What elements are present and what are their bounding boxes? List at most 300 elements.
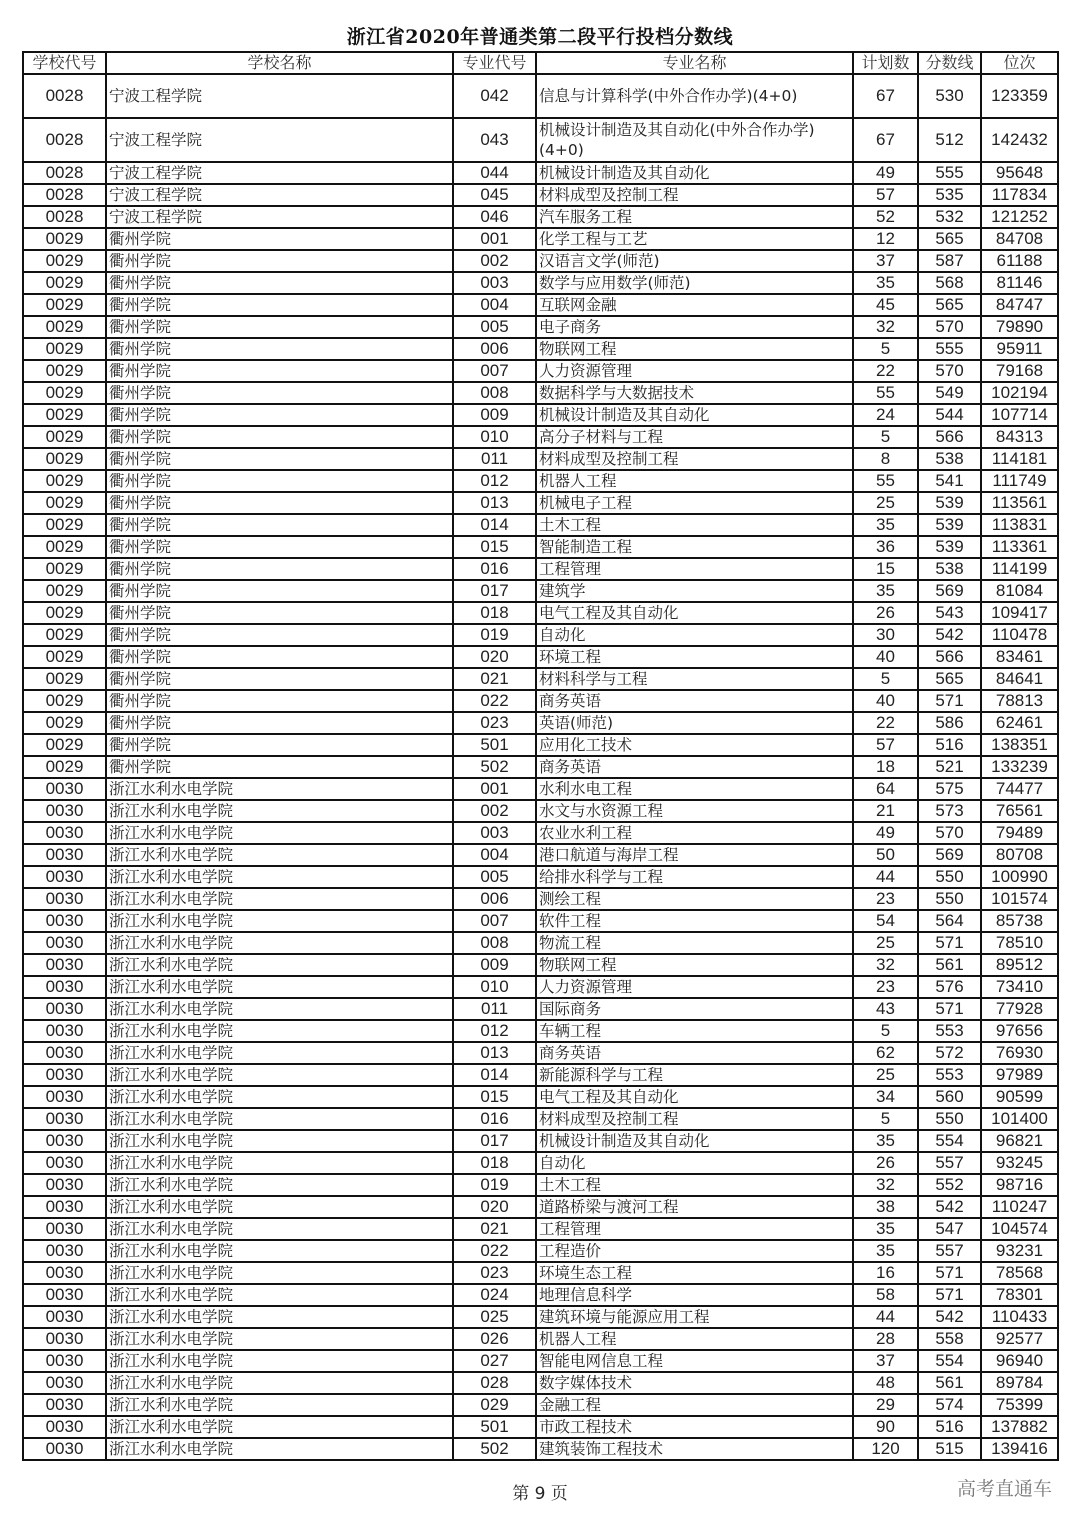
cell-school-name: 浙江水利水电学院: [106, 1020, 453, 1042]
cell-school-name: 衢州学院: [106, 470, 453, 492]
table-row: [23, 448, 1058, 470]
cell-rank: 121252: [981, 206, 1058, 228]
cell-major-code: 011: [453, 448, 536, 470]
cell-major-name: 工程管理: [536, 1218, 853, 1240]
cell-score-line: 539: [918, 514, 981, 536]
cell-plan-count: 30: [853, 624, 918, 646]
cell-school-code: 0029: [23, 558, 106, 580]
cell-score-line: 568: [918, 272, 981, 294]
cell-school-code: 0030: [23, 932, 106, 954]
cell-major-name: 金融工程: [536, 1394, 853, 1416]
header-rank: 位次: [981, 52, 1058, 74]
cell-rank: 110247: [981, 1196, 1058, 1218]
cell-rank: 93231: [981, 1240, 1058, 1262]
cell-school-name: 衢州学院: [106, 272, 453, 294]
table-row: [23, 162, 1058, 184]
cell-score-line: 544: [918, 404, 981, 426]
cell-score-line: 557: [918, 1152, 981, 1174]
cell-rank: 77928: [981, 998, 1058, 1020]
cell-major-code: 001: [453, 778, 536, 800]
cell-major-name: 智能制造工程: [536, 536, 853, 558]
cell-school-code: 0030: [23, 998, 106, 1020]
cell-rank: 111749: [981, 470, 1058, 492]
cell-rank: 101400: [981, 1108, 1058, 1130]
cell-rank: 73410: [981, 976, 1058, 998]
table-row: [23, 1218, 1058, 1240]
cell-rank: 74477: [981, 778, 1058, 800]
cell-score-line: 542: [918, 624, 981, 646]
cell-major-code: 021: [453, 668, 536, 690]
cell-plan-count: 32: [853, 1174, 918, 1196]
cell-school-code: 0030: [23, 910, 106, 932]
cell-school-name: 衢州学院: [106, 646, 453, 668]
table-row: [23, 954, 1058, 976]
cell-school-name: 衢州学院: [106, 338, 453, 360]
cell-plan-count: 12: [853, 228, 918, 250]
cell-rank: 78568: [981, 1262, 1058, 1284]
cell-school-name: 浙江水利水电学院: [106, 1042, 453, 1064]
cell-rank: 113361: [981, 536, 1058, 558]
table-row: [23, 184, 1058, 206]
table-row: [23, 1328, 1058, 1350]
cell-school-name: 衢州学院: [106, 316, 453, 338]
cell-major-name: 农业水利工程: [536, 822, 853, 844]
cell-rank: 89784: [981, 1372, 1058, 1394]
cell-school-code: 0030: [23, 1042, 106, 1064]
cell-school-name: 浙江水利水电学院: [106, 1416, 453, 1438]
cell-score-line: 566: [918, 646, 981, 668]
cell-school-name: 衢州学院: [106, 514, 453, 536]
cell-major-name: 机械设计制造及其自动化(中外合作办学)(4+0): [536, 118, 853, 162]
cell-rank: 79489: [981, 822, 1058, 844]
cell-school-code: 0030: [23, 1086, 106, 1108]
cell-score-line: 566: [918, 426, 981, 448]
table-row: [23, 228, 1058, 250]
cell-major-code: 004: [453, 294, 536, 316]
cell-plan-count: 37: [853, 250, 918, 272]
cell-plan-count: 22: [853, 712, 918, 734]
cell-major-code: 011: [453, 998, 536, 1020]
header-school-name: 学校名称: [106, 52, 453, 74]
cell-rank: 89512: [981, 954, 1058, 976]
cell-major-name: 港口航道与海岸工程: [536, 844, 853, 866]
cell-school-name: 衢州学院: [106, 492, 453, 514]
cell-school-code: 0029: [23, 272, 106, 294]
cell-major-code: 002: [453, 800, 536, 822]
cell-score-line: 553: [918, 1064, 981, 1086]
cell-major-name: 化学工程与工艺: [536, 228, 853, 250]
table-row: [23, 1020, 1058, 1042]
cell-score-line: 516: [918, 1416, 981, 1438]
cell-score-line: 538: [918, 558, 981, 580]
cell-plan-count: 40: [853, 646, 918, 668]
cell-school-name: 浙江水利水电学院: [106, 976, 453, 998]
cell-score-line: 553: [918, 1020, 981, 1042]
cell-rank: 75399: [981, 1394, 1058, 1416]
cell-school-name: 浙江水利水电学院: [106, 866, 453, 888]
cell-plan-count: 5: [853, 338, 918, 360]
cell-school-code: 0030: [23, 976, 106, 998]
cell-plan-count: 35: [853, 272, 918, 294]
cell-school-name: 浙江水利水电学院: [106, 910, 453, 932]
cell-rank: 139416: [981, 1438, 1058, 1460]
table-row: [23, 1174, 1058, 1196]
table-row: [23, 998, 1058, 1020]
cell-rank: 95648: [981, 162, 1058, 184]
cell-plan-count: 35: [853, 1240, 918, 1262]
cell-score-line: 550: [918, 866, 981, 888]
cell-plan-count: 25: [853, 1064, 918, 1086]
cell-major-code: 044: [453, 162, 536, 184]
cell-major-code: 020: [453, 646, 536, 668]
header-plan-count: 计划数: [853, 52, 918, 74]
cell-score-line: 570: [918, 360, 981, 382]
cell-school-name: 衢州学院: [106, 426, 453, 448]
cell-major-code: 006: [453, 338, 536, 360]
cell-major-name: 材料成型及控制工程: [536, 448, 853, 470]
cell-score-line: 570: [918, 316, 981, 338]
cell-plan-count: 37: [853, 1350, 918, 1372]
cell-major-name: 商务英语: [536, 756, 853, 778]
cell-major-code: 005: [453, 866, 536, 888]
cell-rank: 95911: [981, 338, 1058, 360]
cell-major-name: 车辆工程: [536, 1020, 853, 1042]
cell-rank: 78301: [981, 1284, 1058, 1306]
cell-major-code: 023: [453, 1262, 536, 1284]
cell-plan-count: 52: [853, 206, 918, 228]
cell-rank: 78510: [981, 932, 1058, 954]
table-row: [23, 580, 1058, 602]
cell-major-name: 电气工程及其自动化: [536, 1086, 853, 1108]
cell-plan-count: 48: [853, 1372, 918, 1394]
table-row: [23, 1350, 1058, 1372]
cell-school-name: 浙江水利水电学院: [106, 1064, 453, 1086]
cell-major-code: 501: [453, 1416, 536, 1438]
cell-rank: 97656: [981, 1020, 1058, 1042]
cell-plan-count: 5: [853, 426, 918, 448]
cell-major-code: 008: [453, 932, 536, 954]
cell-plan-count: 28: [853, 1328, 918, 1350]
table-row: [23, 1438, 1058, 1460]
cell-score-line: 561: [918, 1372, 981, 1394]
cell-school-code: 0030: [23, 954, 106, 976]
table-row: [23, 426, 1058, 448]
cell-major-name: 信息与计算科学(中外合作办学)(4+0): [536, 74, 853, 118]
cell-major-name: 应用化工技术: [536, 734, 853, 756]
cell-major-code: 004: [453, 844, 536, 866]
cell-school-code: 0030: [23, 800, 106, 822]
cell-plan-count: 54: [853, 910, 918, 932]
cell-score-line: 542: [918, 1196, 981, 1218]
watermark: 高考直通车: [956, 1478, 1052, 1500]
cell-plan-count: 58: [853, 1284, 918, 1306]
cell-school-name: 浙江水利水电学院: [106, 1328, 453, 1350]
table-row: [23, 1196, 1058, 1218]
cell-major-code: 013: [453, 492, 536, 514]
cell-rank: 98716: [981, 1174, 1058, 1196]
table-row: [23, 514, 1058, 536]
cell-school-code: 0030: [23, 1064, 106, 1086]
cell-plan-count: 23: [853, 888, 918, 910]
table-row: [23, 910, 1058, 932]
cell-rank: 117834: [981, 184, 1058, 206]
cell-plan-count: 38: [853, 1196, 918, 1218]
cell-school-name: 衢州学院: [106, 734, 453, 756]
table-row: [23, 360, 1058, 382]
cell-major-name: 商务英语: [536, 690, 853, 712]
cell-school-code: 0029: [23, 690, 106, 712]
cell-major-code: 016: [453, 1108, 536, 1130]
cell-school-name: 浙江水利水电学院: [106, 1438, 453, 1460]
cell-score-line: 541: [918, 470, 981, 492]
cell-plan-count: 90: [853, 1416, 918, 1438]
cell-major-code: 022: [453, 1240, 536, 1262]
cell-school-name: 衢州学院: [106, 250, 453, 272]
table-row: [23, 668, 1058, 690]
cell-major-code: 001: [453, 228, 536, 250]
header-school-code: 学校代号: [23, 52, 106, 74]
cell-major-code: 027: [453, 1350, 536, 1372]
cell-rank: 138351: [981, 734, 1058, 756]
cell-score-line: 535: [918, 184, 981, 206]
cell-plan-count: 35: [853, 1218, 918, 1240]
cell-rank: 84313: [981, 426, 1058, 448]
cell-major-code: 010: [453, 976, 536, 998]
cell-major-code: 018: [453, 602, 536, 624]
cell-major-name: 市政工程技术: [536, 1416, 853, 1438]
cell-major-name: 软件工程: [536, 910, 853, 932]
cell-school-code: 0029: [23, 756, 106, 778]
cell-school-name: 浙江水利水电学院: [106, 800, 453, 822]
cell-major-name: 物联网工程: [536, 338, 853, 360]
cell-score-line: 539: [918, 492, 981, 514]
cell-plan-count: 32: [853, 954, 918, 976]
cell-plan-count: 35: [853, 580, 918, 602]
cell-major-code: 014: [453, 514, 536, 536]
cell-plan-count: 18: [853, 756, 918, 778]
cell-major-code: 008: [453, 382, 536, 404]
table-header-row: [23, 52, 1058, 74]
cell-rank: 100990: [981, 866, 1058, 888]
cell-plan-count: 36: [853, 536, 918, 558]
cell-score-line: 550: [918, 1108, 981, 1130]
cell-score-line: 571: [918, 1262, 981, 1284]
cell-major-name: 新能源科学与工程: [536, 1064, 853, 1086]
cell-school-name: 衢州学院: [106, 580, 453, 602]
cell-score-line: 560: [918, 1086, 981, 1108]
cell-score-line: 572: [918, 1042, 981, 1064]
cell-school-code: 0030: [23, 1284, 106, 1306]
table-row: [23, 756, 1058, 778]
cell-school-name: 浙江水利水电学院: [106, 822, 453, 844]
cell-school-name: 衢州学院: [106, 690, 453, 712]
cell-score-line: 565: [918, 228, 981, 250]
cell-score-line: 555: [918, 338, 981, 360]
table-row: [23, 1306, 1058, 1328]
cell-major-name: 环境生态工程: [536, 1262, 853, 1284]
cell-school-code: 0030: [23, 866, 106, 888]
cell-plan-count: 34: [853, 1086, 918, 1108]
cell-rank: 79890: [981, 316, 1058, 338]
cell-school-code: 0030: [23, 1438, 106, 1460]
cell-rank: 81084: [981, 580, 1058, 602]
cell-plan-count: 26: [853, 602, 918, 624]
cell-school-name: 衢州学院: [106, 228, 453, 250]
cell-score-line: 538: [918, 448, 981, 470]
cell-major-code: 012: [453, 1020, 536, 1042]
cell-school-code: 0029: [23, 712, 106, 734]
cell-score-line: 587: [918, 250, 981, 272]
cell-major-code: 502: [453, 1438, 536, 1460]
cell-major-name: 机械设计制造及其自动化: [536, 404, 853, 426]
cell-major-name: 电子商务: [536, 316, 853, 338]
cell-major-code: 045: [453, 184, 536, 206]
cell-plan-count: 5: [853, 1108, 918, 1130]
cell-school-code: 0030: [23, 844, 106, 866]
cell-major-name: 机器人工程: [536, 470, 853, 492]
cell-score-line: 586: [918, 712, 981, 734]
cell-school-code: 0029: [23, 294, 106, 316]
cell-major-name: 数字媒体技术: [536, 1372, 853, 1394]
cell-major-name: 土木工程: [536, 1174, 853, 1196]
table-row: [23, 866, 1058, 888]
cell-major-code: 016: [453, 558, 536, 580]
cell-major-code: 002: [453, 250, 536, 272]
cell-school-code: 0028: [23, 118, 106, 162]
cell-score-line: 571: [918, 932, 981, 954]
table-row: [23, 558, 1058, 580]
cell-major-name: 机器人工程: [536, 1328, 853, 1350]
cell-rank: 113831: [981, 514, 1058, 536]
cell-major-name: 土木工程: [536, 514, 853, 536]
cell-major-name: 汉语言文学(师范): [536, 250, 853, 272]
cell-major-name: 测绘工程: [536, 888, 853, 910]
cell-school-code: 0029: [23, 316, 106, 338]
cell-major-name: 地理信息科学: [536, 1284, 853, 1306]
cell-major-name: 电气工程及其自动化: [536, 602, 853, 624]
cell-rank: 104574: [981, 1218, 1058, 1240]
table-row: [23, 1130, 1058, 1152]
cell-major-code: 012: [453, 470, 536, 492]
table-row: [23, 844, 1058, 866]
cell-major-name: 高分子材料与工程: [536, 426, 853, 448]
cell-school-name: 浙江水利水电学院: [106, 1108, 453, 1130]
cell-score-line: 574: [918, 1394, 981, 1416]
cell-school-name: 衢州学院: [106, 360, 453, 382]
cell-school-name: 浙江水利水电学院: [106, 1152, 453, 1174]
cell-major-name: 水利水电工程: [536, 778, 853, 800]
cell-school-code: 0030: [23, 1218, 106, 1240]
cell-rank: 81146: [981, 272, 1058, 294]
cell-rank: 76561: [981, 800, 1058, 822]
table-row: [23, 1372, 1058, 1394]
cell-school-code: 0029: [23, 360, 106, 382]
table-row: [23, 1416, 1058, 1438]
cell-major-name: 材料成型及控制工程: [536, 1108, 853, 1130]
table-row: [23, 338, 1058, 360]
cell-rank: 93245: [981, 1152, 1058, 1174]
cell-major-code: 009: [453, 404, 536, 426]
header-major-name: 专业名称: [536, 52, 853, 74]
cell-school-code: 0028: [23, 162, 106, 184]
cell-plan-count: 5: [853, 1020, 918, 1042]
cell-score-line: 569: [918, 580, 981, 602]
cell-school-name: 浙江水利水电学院: [106, 1284, 453, 1306]
cell-plan-count: 67: [853, 74, 918, 118]
page-number: 第 9 页: [512, 1484, 568, 1504]
cell-plan-count: 55: [853, 470, 918, 492]
cell-school-code: 0030: [23, 1108, 106, 1130]
cell-score-line: 549: [918, 382, 981, 404]
cell-school-code: 0029: [23, 426, 106, 448]
cell-major-name: 建筑学: [536, 580, 853, 602]
cell-rank: 137882: [981, 1416, 1058, 1438]
cell-rank: 102194: [981, 382, 1058, 404]
cell-major-code: 046: [453, 206, 536, 228]
cell-plan-count: 55: [853, 382, 918, 404]
table-row: [23, 800, 1058, 822]
cell-major-name: 英语(师范): [536, 712, 853, 734]
cell-major-code: 029: [453, 1394, 536, 1416]
cell-plan-count: 49: [853, 162, 918, 184]
cell-rank: 110478: [981, 624, 1058, 646]
cell-school-code: 0029: [23, 250, 106, 272]
cell-major-code: 014: [453, 1064, 536, 1086]
table-row: [23, 1394, 1058, 1416]
cell-major-name: 互联网金融: [536, 294, 853, 316]
cell-school-name: 衢州学院: [106, 404, 453, 426]
cell-school-code: 0030: [23, 1196, 106, 1218]
table-row: [23, 118, 1058, 162]
cell-plan-count: 35: [853, 1130, 918, 1152]
cell-score-line: 570: [918, 822, 981, 844]
table-row: [23, 1262, 1058, 1284]
cell-school-name: 浙江水利水电学院: [106, 1394, 453, 1416]
table-row: [23, 690, 1058, 712]
cell-major-name: 工程造价: [536, 1240, 853, 1262]
cell-major-name: 人力资源管理: [536, 360, 853, 382]
cell-score-line: 561: [918, 954, 981, 976]
cell-major-name: 物联网工程: [536, 954, 853, 976]
cell-rank: 96821: [981, 1130, 1058, 1152]
cell-plan-count: 23: [853, 976, 918, 998]
cell-score-line: 512: [918, 118, 981, 162]
cell-score-line: 555: [918, 162, 981, 184]
cell-school-name: 衢州学院: [106, 602, 453, 624]
table-row: [23, 1042, 1058, 1064]
cell-rank: 76930: [981, 1042, 1058, 1064]
cell-rank: 62461: [981, 712, 1058, 734]
cell-major-code: 015: [453, 536, 536, 558]
cell-score-line: 576: [918, 976, 981, 998]
cell-major-code: 003: [453, 822, 536, 844]
cell-school-code: 0030: [23, 778, 106, 800]
cell-school-code: 0029: [23, 646, 106, 668]
cell-plan-count: 120: [853, 1438, 918, 1460]
cell-score-line: 571: [918, 1284, 981, 1306]
page-footer: [0, 1484, 1080, 1504]
cell-major-code: 021: [453, 1218, 536, 1240]
cell-school-name: 衢州学院: [106, 624, 453, 646]
cell-rank: 84747: [981, 294, 1058, 316]
cell-major-name: 国际商务: [536, 998, 853, 1020]
cell-school-code: 0029: [23, 602, 106, 624]
cell-school-code: 0030: [23, 1152, 106, 1174]
cell-school-code: 0030: [23, 888, 106, 910]
table-row: [23, 778, 1058, 800]
cell-plan-count: 29: [853, 1394, 918, 1416]
cell-score-line: 543: [918, 602, 981, 624]
